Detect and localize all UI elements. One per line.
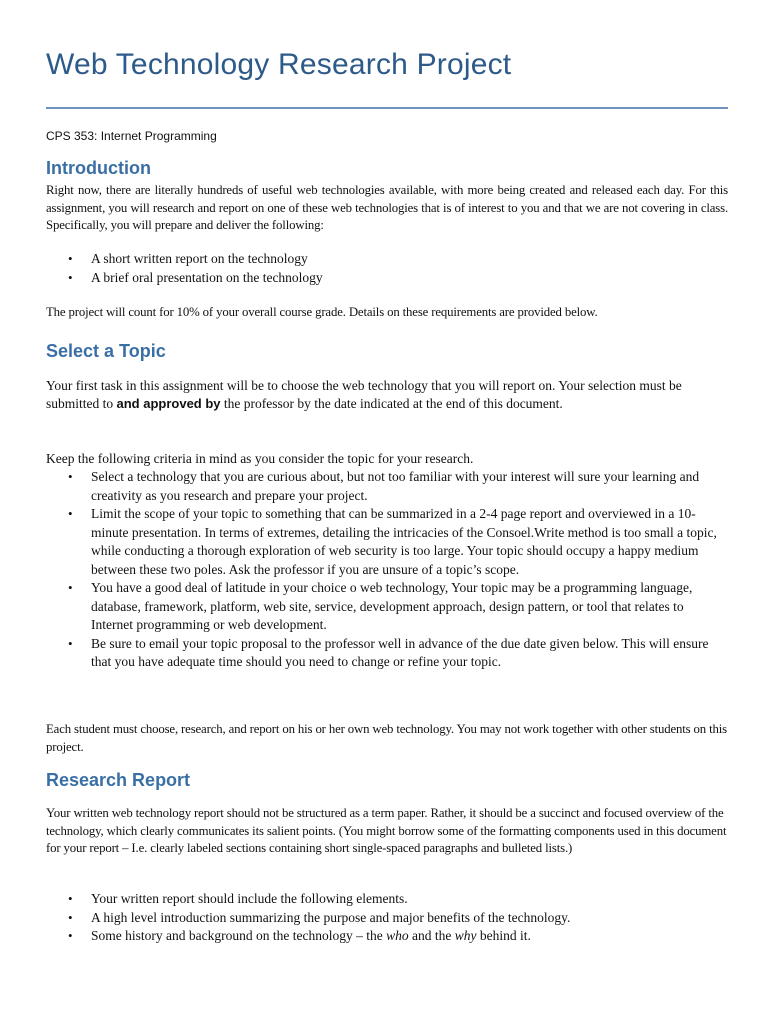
introduction-paragraph: Right now, there are literally hundreds of useful web technologies available, with more being created and released each day. For this assignment, you will research and report on one of these web technologies that is of interest to you and that we are not covering in class. Specifically, you will prepare and deliver the following: [46,183,728,232]
title-rule [46,107,728,109]
approved-emphasis: and approved by [116,395,221,411]
deliverables-list [46,250,728,287]
select-topic-heading: Select a Topic [46,341,166,361]
introduction-heading: Introduction [46,158,151,178]
report-elements-list [46,890,728,946]
topic-criteria-list [46,468,728,672]
list-item: • Your written report should include the following elements. [46,890,728,909]
course-label: CPS 353: Internet Programming [46,129,217,143]
list-item: • Some history and background on the technology – the who and the why behind it. [46,927,728,946]
topic-paragraph-3: Each student must choose, research, and report on his or her own web technology. You may not work together with other students on this project. [46,722,727,754]
grade-note: The project will count for 10% of your overall course grade. Details on these requirements are provided below. [46,305,598,319]
list-item: • Be sure to email your topic proposal to the professor well in advance of the due date given below. This will ensure that you have adequate time should you need to change or refine your topic. [46,635,728,672]
report-paragraph: Your written web technology report should not be structured as a term paper. Rather, it should be a succinct and focused overview of the technology, which clearly communicates its salient points. (You might borrow some of the formatting components used in this document for your report – I.e. clearly labeled sections containing short single-spaced paragraphs and bulleted lists.) [46,806,727,855]
list-item: • A high level introduction summarizing the purpose and major benefits of the technology. [46,909,728,928]
research-report-heading: Research Report [46,770,191,790]
list-item: • You have a good deal of latitude in your choice o web technology, Your topic may be a programming language, database, framework, platform, web site, service, development approach, design pattern, or tool that relates to Internet programming or web development. [46,579,728,635]
topic-paragraph-1: Your first task in this assignment will be to choose the web technology that you will report on. Your selection must be submitted to and approved by the professor by the date indicated at the end of this document. [46,378,682,411]
list-item: • A short written report on the technology [46,250,728,269]
topic-paragraph-2: Keep the following criteria in mind as you consider the topic for your research. [46,451,474,466]
list-item: • Select a technology that you are curious about, but not too familiar with your interest will sure your learning and creativity as you research and prepare your project. [46,468,728,505]
document-title: Web Technology Research Project [46,48,512,81]
list-item: • Limit the scope of your topic to something that can be summarized in a 2-4 page report and overviewed in a 10-minute presentation. In terms of extremes, detailing the intricacies of the Consoel.Write method is too small a topic, while conducting a thorough exploration of web security is too large. Your topic should occupy a happy medium between these two poles. Ask the professor if you are unsure of a topic’s scope. [46,505,728,579]
list-item: • A brief oral presentation on the technology [46,269,728,288]
